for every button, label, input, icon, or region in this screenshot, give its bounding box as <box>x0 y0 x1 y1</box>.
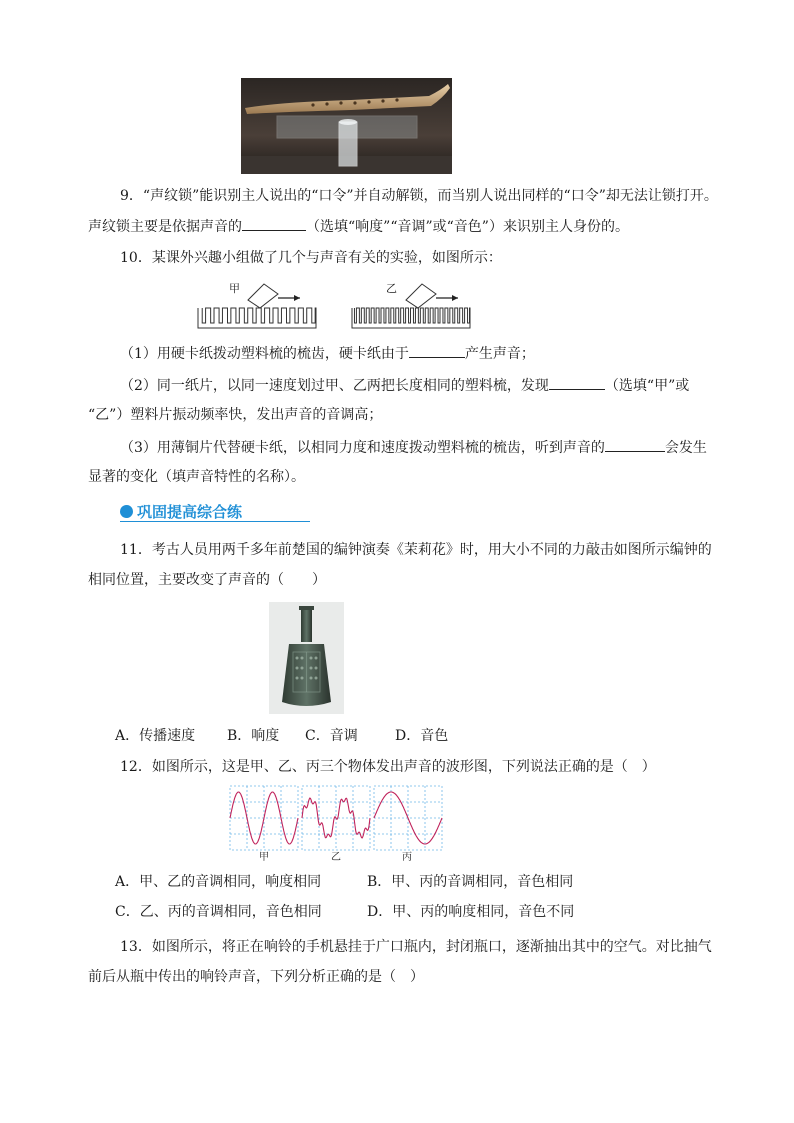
wave-label-yi: 乙 <box>331 852 341 863</box>
q10-p2-b: （选填“甲”或 <box>604 378 690 394</box>
q11-option-b[interactable]: B．响度 <box>227 728 280 744</box>
q9-answer-blank[interactable] <box>242 216 306 231</box>
wave-label-bing: 丙 <box>402 852 412 863</box>
q10-p3-a: （3）用薄铜片代替硬卡纸，以相同力度和速度拨动塑料梳的梳齿，听到声音的 <box>120 440 605 456</box>
q12-line1: 12．如图所示，这是甲、乙、丙三个物体发出声音的波形图，下列说法正确的是（ ） <box>120 759 656 775</box>
q9-line1: 9．“声纹锁”能识别主人说出的“口令”并自动解锁，而当别人说出同样的“口令”却无法让锁打开。 <box>120 188 718 204</box>
wave-label-jia: 甲 <box>259 852 269 863</box>
q11-line1: 11．考古人员用两千多年前楚国的编钟演奏《茉莉花》时，用大小不同的力敲击如图所示编钟的 <box>120 542 712 558</box>
q11-option-c[interactable]: C．音调 <box>305 728 358 744</box>
q9-text-b: （选填“响度”“音调”或“音色”）来识别主人身份的。 <box>306 219 629 235</box>
q11-line2: 相同位置，主要改变了声音的（ ） <box>88 572 326 588</box>
waveform-figure <box>228 785 446 865</box>
section-title-text: 巩固提高综合练 <box>137 503 243 521</box>
bone-flute-photo <box>241 78 452 174</box>
q11-option-a[interactable]: A．传播速度 <box>115 728 196 744</box>
q10-p3-cont: 显著的变化（填声音特性的名称）。 <box>88 469 305 485</box>
q12-option-c[interactable]: C．乙、丙的音调相同，音色相同 <box>115 904 322 920</box>
q10-p1-blank[interactable] <box>409 343 465 358</box>
section-heading <box>120 501 242 523</box>
q10-p2-cont: “乙”）塑料片振动频率快，发出声音的音调高； <box>88 407 383 423</box>
q10-p2 <box>120 375 689 396</box>
q10-p3-b: 会发生 <box>664 440 707 456</box>
q10-p1-b: 产生声音； <box>464 346 535 362</box>
bronze-bell-photo <box>269 602 344 714</box>
comb-outline <box>352 308 470 328</box>
q13-line2: 前后从瓶中传出的响铃声音，下列分析正确的是（ ） <box>88 969 424 985</box>
bullet-dot-icon <box>120 505 133 518</box>
comb-label-jia: 甲 <box>229 282 240 295</box>
q13-line1: 13．如图所示，将正在响铃的手机悬挂于广口瓶内，封闭瓶口，逐渐抽出其中的空气。对比抽气 <box>120 939 712 955</box>
q10-p2-a: （2）同一纸片，以同一速度划过甲、乙两把长度相同的塑料梳，发现 <box>120 378 549 394</box>
q11-option-d[interactable]: D．音色 <box>395 728 449 744</box>
q10-p1 <box>120 343 535 364</box>
q10-p2-blank[interactable] <box>549 375 605 390</box>
q9-text-a: 声纹锁主要是依据声音的 <box>88 219 242 235</box>
comb-label-yi: 乙 <box>386 282 397 295</box>
section-underline <box>120 521 310 522</box>
q12-option-d[interactable]: D．甲、丙的响度相同，音色不同 <box>367 904 575 920</box>
comb-outline <box>198 308 316 328</box>
q12-option-a[interactable]: A．甲、乙的音调相同，响度相同 <box>115 874 322 890</box>
q10-p1-a: （1）用硬卡纸拨动塑料梳的梳齿，硬卡纸由于 <box>120 346 409 362</box>
comb-diagram <box>196 278 474 334</box>
q12-option-b[interactable]: B．甲、丙的音调相同，音色相同 <box>367 874 574 890</box>
q10-p3-blank[interactable] <box>605 437 665 452</box>
q10-p3 <box>120 437 707 458</box>
q10-stem: 10．某课外兴趣小组做了几个与声音有关的实验，如图所示： <box>120 250 502 266</box>
q9-line2 <box>88 216 629 237</box>
